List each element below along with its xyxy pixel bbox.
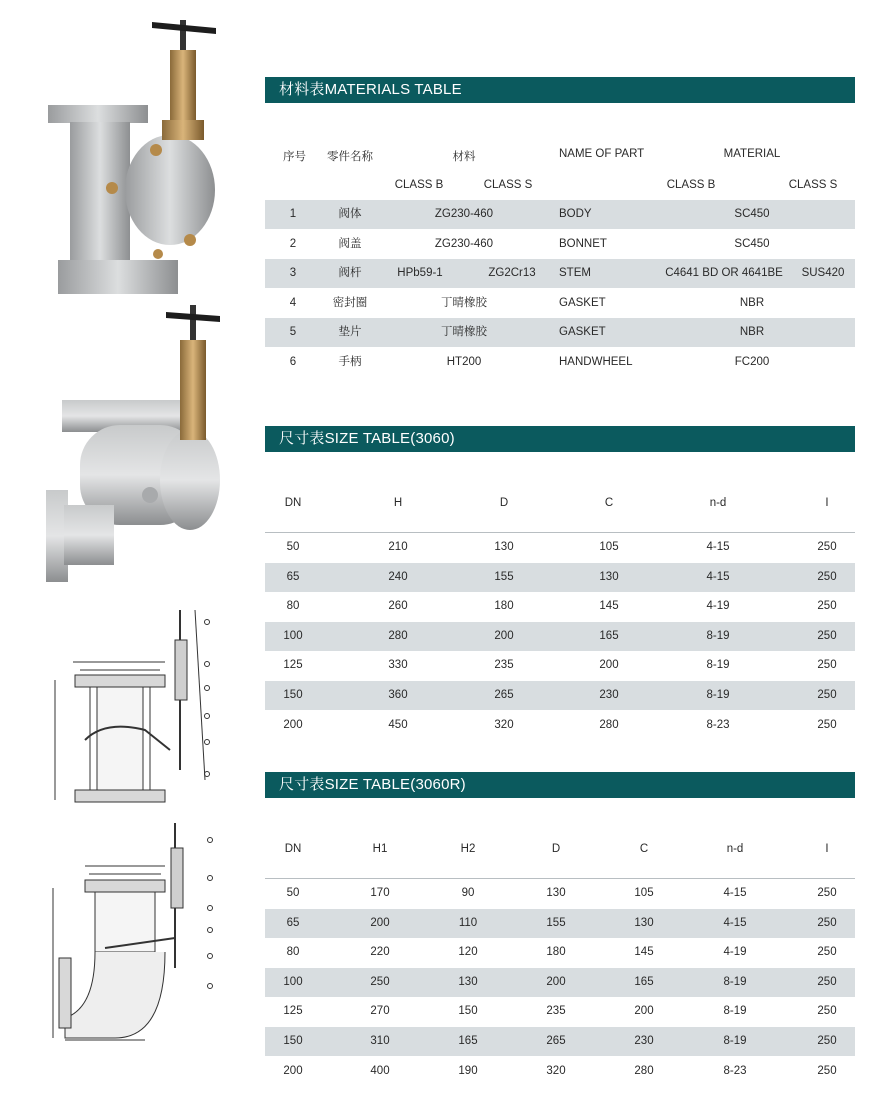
table-row: [265, 1057, 855, 1086]
table-cell: 450: [388, 718, 408, 731]
table-cell: 150: [283, 689, 303, 701]
table-cell: 170: [370, 887, 390, 899]
row-material: FC200: [734, 356, 770, 368]
row-part-cn: 阀盖: [338, 237, 362, 250]
row-material-cn-b: HPb59-1: [397, 267, 443, 280]
table-cell: 110: [458, 916, 478, 929]
column-header: I: [825, 843, 829, 855]
table-cell: 280: [388, 629, 408, 642]
table-cell: 50: [286, 887, 300, 899]
row-no: 5: [289, 326, 297, 339]
table-cell: 8-19: [706, 629, 730, 642]
table-cell: 130: [634, 916, 654, 929]
table-cell: 130: [494, 541, 514, 553]
table-cell: 65: [286, 570, 300, 583]
header-class-b-cn: CLASS B: [394, 179, 444, 191]
row-material-cn: HT200: [446, 356, 482, 368]
row-name-of-part: GASKET: [559, 296, 606, 309]
table-cell: 190: [458, 1064, 478, 1077]
table-cell: 4-15: [723, 887, 747, 899]
table-cell: 65: [286, 916, 300, 929]
table-row: [265, 230, 855, 259]
table-cell: 4-19: [706, 600, 730, 613]
row-material: NBR: [739, 296, 765, 309]
table-row: [265, 622, 855, 651]
table-cell: 8-23: [706, 718, 730, 731]
row-material: SC450: [734, 208, 770, 220]
table-cell: 180: [494, 600, 514, 613]
column-header: C: [604, 497, 614, 509]
table-row: [265, 259, 855, 288]
table-row: [265, 909, 855, 938]
column-header: n-d: [709, 497, 727, 509]
table-cell: 320: [494, 718, 514, 731]
table-cell: 265: [494, 689, 514, 701]
table-cell: 150: [283, 1035, 303, 1047]
table-cell: 280: [634, 1064, 654, 1077]
row-material-b: C4641 BD OR 4641BE: [665, 267, 783, 280]
table-cell: 330: [388, 659, 408, 672]
table-cell: 250: [817, 689, 837, 701]
table-cell: 165: [599, 629, 619, 642]
table-cell: 360: [388, 689, 408, 701]
table-cell: 265: [546, 1035, 566, 1047]
column-header: DN: [284, 843, 302, 855]
size-table-3060-title: 尺寸表SIZE TABLE(3060): [265, 426, 855, 452]
table-row: [265, 348, 855, 377]
header-class-b: CLASS B: [666, 179, 716, 191]
table-cell: 125: [283, 659, 303, 672]
table-cell: 200: [370, 916, 390, 929]
table-cell: 200: [599, 659, 619, 672]
table-cell: 8-19: [723, 1035, 747, 1047]
table-cell: 230: [599, 689, 619, 701]
table-row: [265, 681, 855, 710]
row-name-of-part: STEM: [559, 267, 591, 280]
table-cell: 8-19: [706, 659, 730, 672]
table-cell: 100: [283, 975, 303, 988]
row-material: SC450: [734, 237, 770, 250]
table-cell: 235: [494, 659, 514, 672]
table-cell: 310: [370, 1035, 390, 1047]
table-cell: 250: [817, 975, 837, 988]
table-cell: 4-15: [706, 541, 730, 553]
table-cell: 210: [388, 541, 408, 553]
row-part-cn: 手柄: [338, 356, 362, 368]
row-name-of-part: BODY: [559, 208, 592, 220]
table-cell: 130: [458, 975, 478, 988]
column-header: DN: [284, 497, 302, 509]
table-cell: 200: [283, 718, 303, 731]
table-cell: 180: [546, 946, 566, 959]
row-material-s: SUS420: [801, 267, 845, 280]
row-material-cn: 丁晴橡胶: [441, 326, 487, 339]
table-cell: 240: [388, 570, 408, 583]
table-row: [265, 1027, 855, 1056]
table-cell: 4-15: [706, 570, 730, 583]
table-cell: 120: [458, 946, 478, 959]
table-row: [265, 651, 855, 680]
table-cell: 250: [370, 975, 390, 988]
row-part-cn: 阀杆: [338, 267, 362, 280]
column-header: D: [551, 843, 561, 855]
table-cell: 220: [370, 946, 390, 959]
table-cell: 320: [546, 1064, 566, 1077]
column-header: I: [825, 497, 829, 509]
materials-table-title: 材料表MATERIALS TABLE: [265, 77, 855, 103]
header-class-s-cn: CLASS S: [483, 179, 533, 191]
row-material-cn: ZG230-460: [434, 237, 494, 250]
table-cell: 400: [370, 1064, 390, 1077]
table-cell: 250: [817, 1035, 837, 1047]
column-header: D: [499, 497, 509, 509]
column-header: H: [393, 497, 403, 509]
row-part-cn: 密封圈: [332, 296, 368, 309]
table-row: [265, 200, 855, 229]
table-row: [265, 592, 855, 621]
table-row: [265, 968, 855, 997]
row-no: 1: [289, 208, 297, 220]
column-header: H2: [460, 843, 476, 855]
table-cell: 80: [286, 600, 300, 613]
header-class-s: CLASS S: [788, 179, 838, 191]
row-name-of-part: HANDWHEEL: [559, 356, 633, 368]
table-cell: 8-19: [723, 975, 747, 988]
row-part-cn: 垫片: [338, 326, 362, 339]
table-cell: 250: [817, 570, 837, 583]
valve-photo-straight: [40, 10, 230, 300]
header-material: MATERIAL: [723, 148, 781, 160]
table-cell: 155: [546, 916, 566, 929]
table-cell: 280: [599, 718, 619, 731]
table-cell: 250: [817, 887, 837, 899]
table-cell: 8-19: [706, 689, 730, 701]
table-cell: 250: [817, 1064, 837, 1077]
table-cell: 4-15: [723, 916, 747, 929]
table-row: [265, 533, 855, 562]
table-cell: 155: [494, 570, 514, 583]
table-cell: 90: [461, 887, 475, 899]
table-cell: 145: [634, 946, 654, 959]
table-row: [265, 879, 855, 908]
column-header: C: [639, 843, 649, 855]
valve-photo-angle: [40, 300, 230, 590]
table-cell: 250: [817, 629, 837, 642]
drawing-3060: [45, 600, 225, 810]
table-cell: 165: [458, 1035, 478, 1047]
table-cell: 250: [817, 718, 837, 731]
table-cell: 250: [817, 541, 837, 553]
table-row: [265, 938, 855, 967]
row-name-of-part: BONNET: [559, 237, 607, 250]
column-header: H1: [372, 843, 388, 855]
row-material: NBR: [739, 326, 765, 339]
table-cell: 125: [283, 1005, 303, 1018]
table-cell: 230: [634, 1035, 654, 1047]
table-cell: 270: [370, 1005, 390, 1018]
row-part-cn: 阀体: [338, 208, 362, 220]
table-cell: 200: [283, 1064, 303, 1077]
table-cell: 250: [817, 659, 837, 672]
header-name-of-part: NAME OF PART: [559, 148, 645, 160]
table-cell: 50: [286, 541, 300, 553]
table-cell: 130: [599, 570, 619, 583]
table-cell: 250: [817, 916, 837, 929]
table-cell: 105: [599, 541, 619, 553]
header-part-cn: 零件名称: [327, 151, 373, 163]
row-material-cn-s: ZG2Cr13: [488, 267, 536, 280]
table-cell: 8-23: [723, 1064, 747, 1077]
table-cell: 100: [283, 629, 303, 642]
table-cell: 200: [494, 629, 514, 642]
table-row: [265, 318, 855, 347]
table-row: [265, 997, 855, 1026]
table-cell: 250: [817, 1005, 837, 1018]
table-cell: 200: [546, 975, 566, 988]
table-row: [265, 563, 855, 592]
table-cell: 250: [817, 600, 837, 613]
table-cell: 80: [286, 946, 300, 959]
table-cell: 105: [634, 887, 654, 899]
table-cell: 130: [546, 887, 566, 899]
table-row: [265, 711, 855, 740]
column-header: n-d: [726, 843, 744, 855]
header-no: 序号: [283, 151, 306, 163]
table-cell: 165: [634, 975, 654, 988]
table-cell: 260: [388, 600, 408, 613]
table-row: [265, 289, 855, 318]
row-name-of-part: GASKET: [559, 326, 606, 339]
table-cell: 150: [458, 1005, 478, 1018]
table-cell: 145: [599, 600, 619, 613]
size-table-3060r-title: 尺寸表SIZE TABLE(3060R): [265, 772, 855, 798]
drawing-3060r: [45, 818, 225, 1048]
table-cell: 4-19: [723, 946, 747, 959]
table-cell: 200: [634, 1005, 654, 1018]
table-cell: 235: [546, 1005, 566, 1018]
row-no: 3: [289, 267, 297, 280]
row-no: 4: [289, 296, 297, 309]
row-material-cn: 丁晴橡胶: [441, 296, 487, 309]
header-material-cn: 材料: [452, 151, 476, 163]
row-material-cn: ZG230-460: [434, 208, 494, 220]
table-cell: 8-19: [723, 1005, 747, 1018]
row-no: 2: [289, 237, 297, 250]
table-cell: 250: [817, 946, 837, 959]
row-no: 6: [289, 356, 297, 368]
